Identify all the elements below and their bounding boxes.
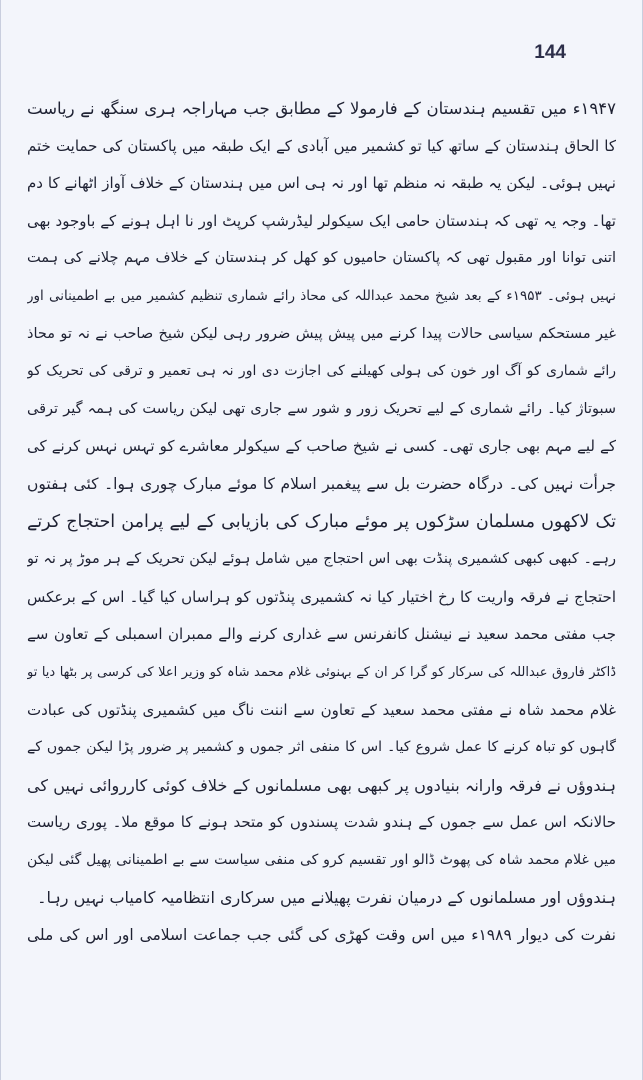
text-line: کا الحاق ہندستان کے ساتھ کیا تو کشمیر میں آبادی کے ایک طبقہ میں پاکستان کی حمایت ختم [27, 136, 616, 155]
text-line: کے لیے مہم بھی جاری تھی۔ کسی نے شیخ صاحب کے سیکولر معاشرے کو تہس نہس کرنے کی [27, 437, 616, 456]
text-line: جرأت نہیں کی۔ درگاہ حضرت بل سے پیغمبر اسلام کا موئے مبارک چوری ہوا۔ کئی ہفتوں [27, 474, 616, 493]
text-line: نہیں ہوئی۔ ۱۹۵۳ء کے بعد شیخ محمد عبداللہ کی محاذ رائے شماری تنظیم کشمیر میں بے اطمینانی اور [27, 287, 616, 304]
text-line: ۱۹۴۷ء میں تقسیم ہندستان کے فارمولا کے مطابق جب مہاراجہ ہری سنگھ نے ریاست [27, 99, 616, 118]
text-line: غلام محمد شاہ نے مفتی محمد سعید کے تعاون سے اننت ناگ میں کشمیری پنڈتوں کی عبادت [27, 700, 616, 719]
text-line: تھا۔ وجہ یہ تھی کہ ہندستان حامی ایک سیکولر لیڈرشپ کرپٹ اور نا اہل ہونے کے باوجود بھی [27, 211, 616, 230]
text-line: جب مفتی محمد سعید نے نیشنل کانفرنس سے غداری کرنے والے ممبران اسمبلی کے تعاون سے [27, 625, 616, 644]
text-line: میں غلام محمد شاہ کی پھوٹ ڈالو اور تقسیم کرو کی منفی سیاست سے بے اطمینانی پھیل گئی لیکن [27, 851, 616, 868]
text-line: غیر مستحکم سیاسی حالات پیدا کرنے میں پیش پیش ضرور رہی لیکن شیخ صاحب نے نہ تو محاذ [27, 325, 616, 342]
text-line: نہیں ہوئی۔ لیکن یہ طبقہ نہ منظم تھا اور نہ ہی اس میں ہندستان کے خلاف آواز اٹھانے کا دم [27, 174, 616, 193]
text-line: رائے شماری کو آگ اور خون کی ہولی کھیلنے کی اجازت دی اور نہ ہی تعمیر و ترقی کی تحریک کو [27, 363, 616, 380]
page-number: 144 [534, 42, 566, 63]
text-line: گاہوں کو تباہ کرنے کا عمل شروع کیا۔ اس کا منفی اثر جموں و کشمیر پر ضرور پڑا لیکن جموں کے [27, 739, 616, 756]
text-line: نفرت کی دیوار ۱۹۸۹ء میں اس وقت کھڑی کی گئی جب جماعت اسلامی اور اس کی ملی [27, 926, 616, 945]
text-line: اتنی توانا اور مقبول تھی کہ پاکستان حامیوں کو کھل کر ہندستان کے خلاف مہم چلانے کی ہمت [27, 250, 616, 267]
text-line: ہندوؤں اور مسلمانوں کے درمیان نفرت پھیلانے میں سرکاری انتظامیہ کامیاب نہیں رہا۔ [37, 888, 616, 908]
text-line: احتجاج نے فرقہ واریت کا رخ اختیار کیا نہ کشمیری پنڈتوں کو ہراساں کیا گیا۔ اس کے برعکس [27, 587, 616, 606]
body-text [27, 90, 616, 955]
text-line: ڈاکٹر فاروق عبداللہ کی سرکار کو گرا کر ان کے بہنوئی غلام محمد شاہ کو وزیر اعلا کی کرسی پر بٹھا دیا تو [27, 664, 616, 680]
text-line: حالانکہ اس عمل سے جموں کے ہندو شدت پسندوں کو متحد ہونے کا موقع ملا۔ پوری ریاست [27, 813, 616, 832]
text-line: ہندوؤں نے فرقہ وارانہ بنیادوں پر کبھی بھی مسلمانوں کے خلاف کوئی کارروائی نہیں کی [27, 775, 616, 795]
text-line: سبوتاژ کیا۔ رائے شماری کے لیے تحریک زور و شور سے جاری تھی لیکن ریاست کی ہمہ گیر ترقی [27, 400, 616, 417]
text-line: رہے۔ کبھی کبھی کشمیری پنڈت بھی اس احتجاج میں شامل ہوئے لیکن تحریک کے ہر موڑ پر نہ تو [27, 551, 616, 568]
text-line: تک لاکھوں مسلمان سڑکوں پر موئے مبارک کی بازیابی کے لیے پرامن احتجاج کرتے [27, 511, 616, 532]
